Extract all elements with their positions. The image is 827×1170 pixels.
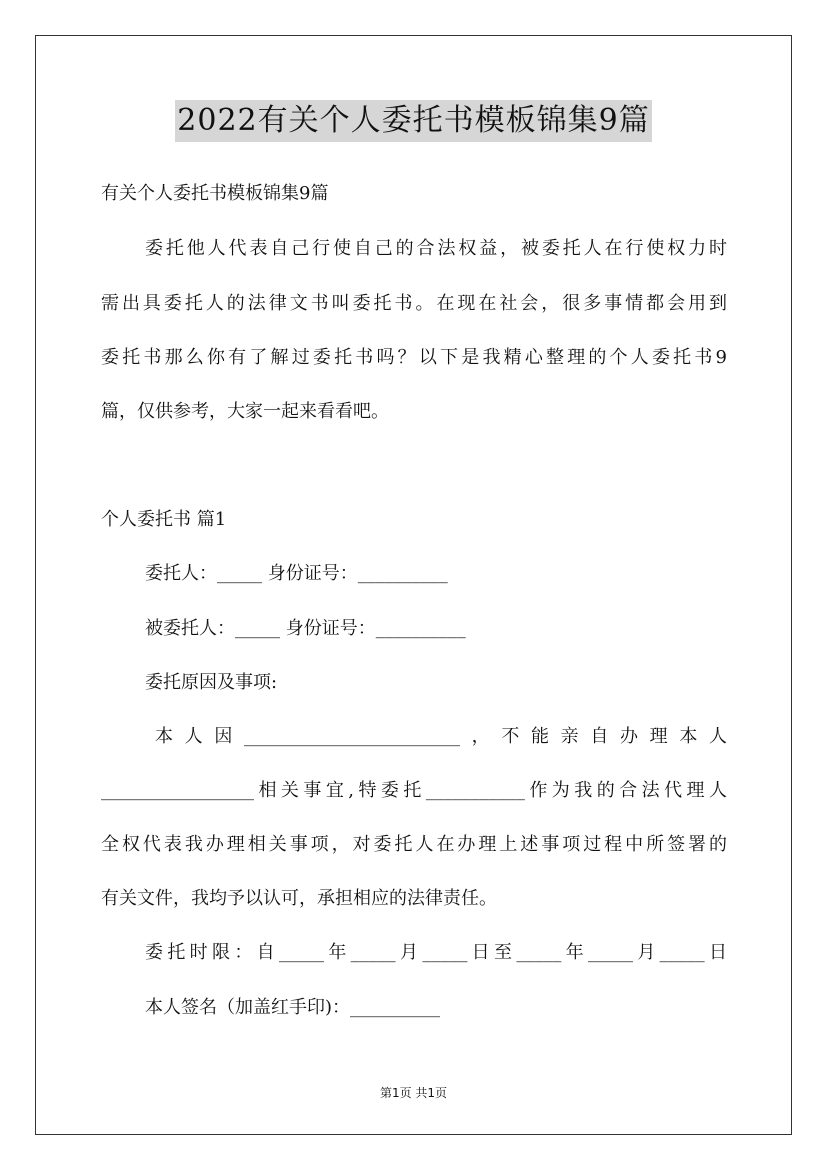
signature-field: 本人签名（加盖红手印)：__________ [145,997,441,1018]
body-line-4: 有关文件，我均予以认可，承担相应的法律责任。 [101,888,497,909]
principal-field: 委托人：_____ 身份证号：__________ [145,563,448,584]
title-block [0,100,827,142]
agent-field: 被委托人：_____ 身份证号：__________ [145,618,466,639]
body-line-3: 全权代表我办理相关事项，对委托人在办理上述事项过程中所签署的 [101,834,727,855]
term-field: 委托时限：自_____年_____月_____日至_____年_____月_____日 [145,942,727,963]
page-footer: 第1页 共1页 [379,1086,448,1100]
document-title: 2022有关个人委托书模板锦集9篇 [175,100,651,142]
section-heading: 个人委托书 篇1 [101,509,227,530]
intro-line-4: 篇，仅供参考，大家一起来看看吧。 [101,401,389,422]
intro-line-1: 委托他人代表自己行使自己的合法权益，被委托人在行使权力时 [145,238,727,259]
document-subtitle: 有关个人委托书模板锦集9篇 [101,183,329,204]
body-line-2: _________________相关事宜,特委托___________作为我的合法代理人 [101,780,727,801]
reason-label: 委托原因及事项: [145,672,278,693]
intro-line-3: 委托书那么你有了解过委托书吗？以下是我精心整理的个人委托书9 [101,347,727,368]
intro-line-2: 需出具委托人的法律文书叫委托书。在现在社会，很多事情都会用到 [101,293,727,314]
body-line-1: 本人因________________________，不能亲自办理本人 [155,726,727,747]
